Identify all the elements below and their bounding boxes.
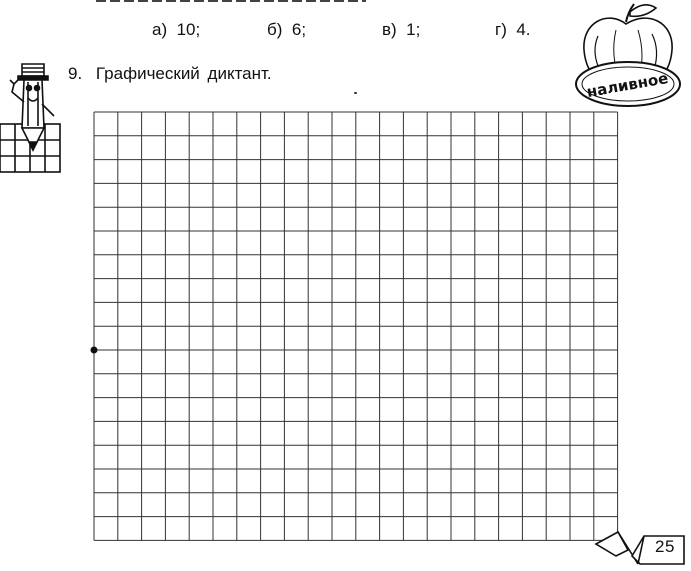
print-speck	[354, 92, 357, 94]
start-dot	[91, 347, 98, 354]
answer-letter: в)	[382, 20, 397, 39]
answer-value: 4.	[516, 20, 531, 39]
answer-value: 1;	[406, 20, 421, 39]
answer-value: 6;	[291, 20, 307, 39]
task-title: Графический диктант.	[95, 64, 272, 83]
answer-letter: б)	[267, 20, 283, 39]
page-number: 25	[655, 537, 675, 556]
answer-letter: а)	[152, 20, 168, 39]
grid-lines	[94, 112, 618, 540]
answer-letter: г)	[495, 20, 507, 39]
answer-value: 10;	[176, 20, 201, 39]
task-number: 9.	[68, 64, 83, 83]
apple-label: наливное	[585, 69, 670, 102]
